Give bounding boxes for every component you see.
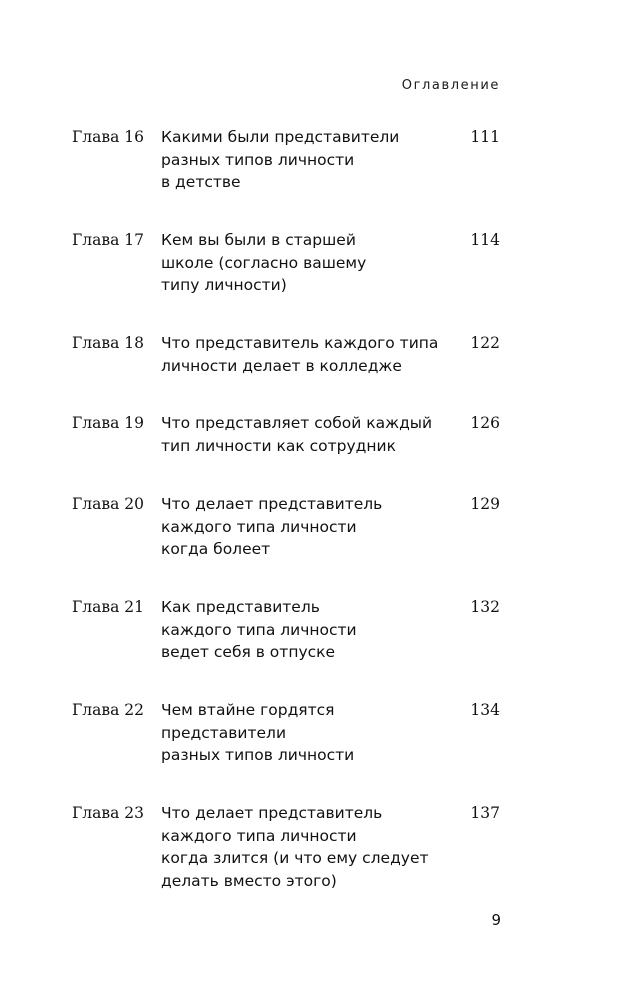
toc-entry-chapter-19 <box>72 412 502 493</box>
running-header: Оглавление <box>401 78 500 93</box>
chapter-label: Глава 17 <box>72 231 144 249</box>
table-of-contents <box>72 126 502 902</box>
toc-entry-chapter-20 <box>72 493 502 596</box>
toc-entry-chapter-21 <box>72 596 502 699</box>
chapter-page-number: 122 <box>470 334 500 352</box>
chapter-title-line: Как представитель <box>161 598 320 616</box>
chapter-label: Глава 16 <box>72 128 144 146</box>
chapter-title <box>161 229 431 297</box>
chapter-title-line: разных типов личности <box>161 150 355 169</box>
chapter-page-number: 126 <box>470 414 500 432</box>
chapter-title-line: Кем вы были в старшей <box>161 231 356 249</box>
chapter-title-line: Что представитель каждого типа <box>161 334 439 352</box>
chapter-title-line: разных типов личности <box>161 746 355 764</box>
chapter-title-line: Что представляет собой каждый <box>161 414 433 432</box>
chapter-label: Глава 19 <box>72 414 144 432</box>
chapter-title <box>161 412 431 457</box>
chapter-label: Глава 21 <box>72 598 144 616</box>
chapter-page-number: 114 <box>470 231 500 249</box>
chapter-title-line: типу личности) <box>161 276 287 294</box>
chapter-title-line: каждого типа личности <box>161 826 357 845</box>
chapter-title <box>161 699 431 767</box>
toc-entry-chapter-23 <box>72 802 502 902</box>
chapter-title-line: Что делает представитель <box>161 804 383 822</box>
chapter-title-line: Чем втайне гордятся <box>161 701 335 719</box>
chapter-title-line: личности делает в колледже <box>161 356 402 375</box>
chapter-label: Глава 22 <box>72 701 144 719</box>
chapter-title-line: представители <box>161 723 287 742</box>
chapter-title-line: когда болеет <box>161 540 271 558</box>
chapter-title-line: каждого типа личности <box>161 620 357 639</box>
toc-entry-chapter-16 <box>72 126 502 229</box>
chapter-label: Глава 20 <box>72 495 144 513</box>
chapter-title-line: делать вместо этого) <box>161 871 337 890</box>
chapter-title-line: когда злится (и что ему следует <box>161 849 429 867</box>
chapter-title <box>161 126 431 194</box>
chapter-title <box>161 493 431 561</box>
toc-entry-chapter-18 <box>72 332 502 412</box>
toc-entry-chapter-17 <box>72 229 502 332</box>
toc-entry-chapter-22 <box>72 699 502 802</box>
chapter-title-line: ведет себя в отпуске <box>161 643 336 661</box>
chapter-title-line: в детстве <box>161 173 241 191</box>
chapter-page-number: 134 <box>470 701 500 719</box>
chapter-page-number: 137 <box>470 804 500 822</box>
chapter-label: Глава 23 <box>72 804 144 822</box>
chapter-title <box>161 596 431 664</box>
chapter-title-line: тип личности как сотрудник <box>161 436 396 455</box>
page-number: 9 <box>491 911 501 929</box>
chapter-page-number: 111 <box>470 128 500 146</box>
chapter-title-line: Что делает представитель <box>161 495 383 513</box>
chapter-page-number: 132 <box>470 598 500 616</box>
chapter-title <box>161 332 439 377</box>
chapter-title-line: каждого типа личности <box>161 517 357 536</box>
chapter-label: Глава 18 <box>72 334 144 352</box>
chapter-page-number: 129 <box>470 495 500 513</box>
chapter-title <box>161 802 431 892</box>
chapter-title-line: школе (согласно вашему <box>161 253 367 272</box>
chapter-title-line: Какими были представители <box>161 128 400 146</box>
